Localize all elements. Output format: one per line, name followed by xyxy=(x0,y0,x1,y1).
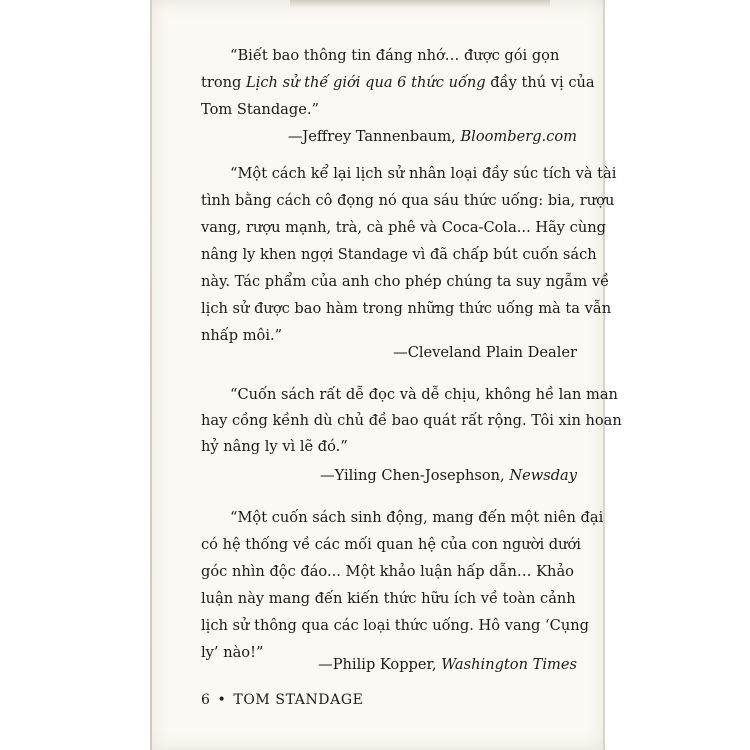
quote-2-line-7: nhấp môi.” xyxy=(201,327,283,344)
quote-3-line-1: “Cuốn sách rất dễ đọc và dễ chịu, không hề lan man xyxy=(230,386,618,403)
quote-1-line-3: Tom Standage.” xyxy=(201,101,319,118)
running-head-author: TOM STANDAGE xyxy=(233,692,364,708)
quote-1-line-2 xyxy=(201,73,595,93)
quote-1-line-2-text: trong Lịch sử thế giới qua 6 thức uống đầy thú vị của xyxy=(201,74,595,91)
quote-3-attribution xyxy=(320,467,577,484)
quote-1-line-1: “Biết bao thông tin đáng nhớ… được gói gọn xyxy=(230,47,560,64)
quote-4-line-3: góc nhìn độc đáo... Một khảo luận hấp dẫn… Khảo xyxy=(201,563,574,580)
page-edge-right xyxy=(603,0,605,750)
quote-2-attribution xyxy=(393,344,577,361)
footer-separator: • xyxy=(217,692,227,708)
quote-1-attribution xyxy=(288,128,577,145)
quote-2-line-3: vang, rượu mạnh, trà, cà phê và Coca-Cola... Hãy cùng xyxy=(201,219,606,236)
quote-4-line-5: lịch sử thông qua các loại thức uống. Hô vang ‘Cụng xyxy=(201,617,589,634)
quote-2-author: —Cleveland Plain Dealer xyxy=(393,344,577,361)
quote-4-line-6: ly’ nào!” xyxy=(201,644,264,661)
quote-1-source: Bloomberg.com xyxy=(460,128,577,145)
page-footer xyxy=(201,692,363,708)
quote-4-line-1: “Một cuốn sách sinh động, mang đến một niên đại xyxy=(230,509,604,526)
quote-3-source: Newsday xyxy=(509,467,577,484)
quote-4-author: —Philip Kopper, xyxy=(318,656,437,673)
quote-3-author: —Yiling Chen-Josephson, xyxy=(319,467,505,484)
book-title: Lịch sử thế giới qua 6 thức uống xyxy=(246,74,486,91)
page-edge-left xyxy=(150,0,152,750)
quote-3-line-3: hỷ nâng ly vì lẽ đó.” xyxy=(201,438,348,455)
quote-4-line-4: luận này mang đến kiến thức hữu ích về toàn cảnh xyxy=(201,590,576,607)
quote-4-source: Washington Times xyxy=(441,656,577,673)
scan-smudge xyxy=(290,0,550,8)
quote-3-line-2: hay cồng kềnh dù chủ đề bao quát rất rộng. Tôi xin hoan xyxy=(201,412,622,429)
page-number: 6 xyxy=(201,692,211,708)
quote-2-line-4: nâng ly khen ngợi Standage vì đã chấp bút cuốn sách xyxy=(201,246,597,263)
quote-4-attribution xyxy=(318,656,577,673)
quote-2-line-1: “Một cách kể lại lịch sử nhân loại đầy súc tích và tài xyxy=(230,165,617,182)
quote-2-line-2: tình bằng cách cô đọng nó qua sáu thức uống: bia, rượu xyxy=(201,192,615,209)
quote-1-author: —Jeffrey Tannenbaum, xyxy=(287,128,456,145)
quote-4-line-2: có hệ thống về các mối quan hệ của con người dưới xyxy=(201,536,581,553)
quote-2-line-5: này. Tác phẩm của anh cho phép chúng ta suy ngẫm về xyxy=(201,273,610,290)
quote-2-line-6: lịch sử được bao hàm trong những thức uống mà ta vẫn xyxy=(201,300,612,317)
